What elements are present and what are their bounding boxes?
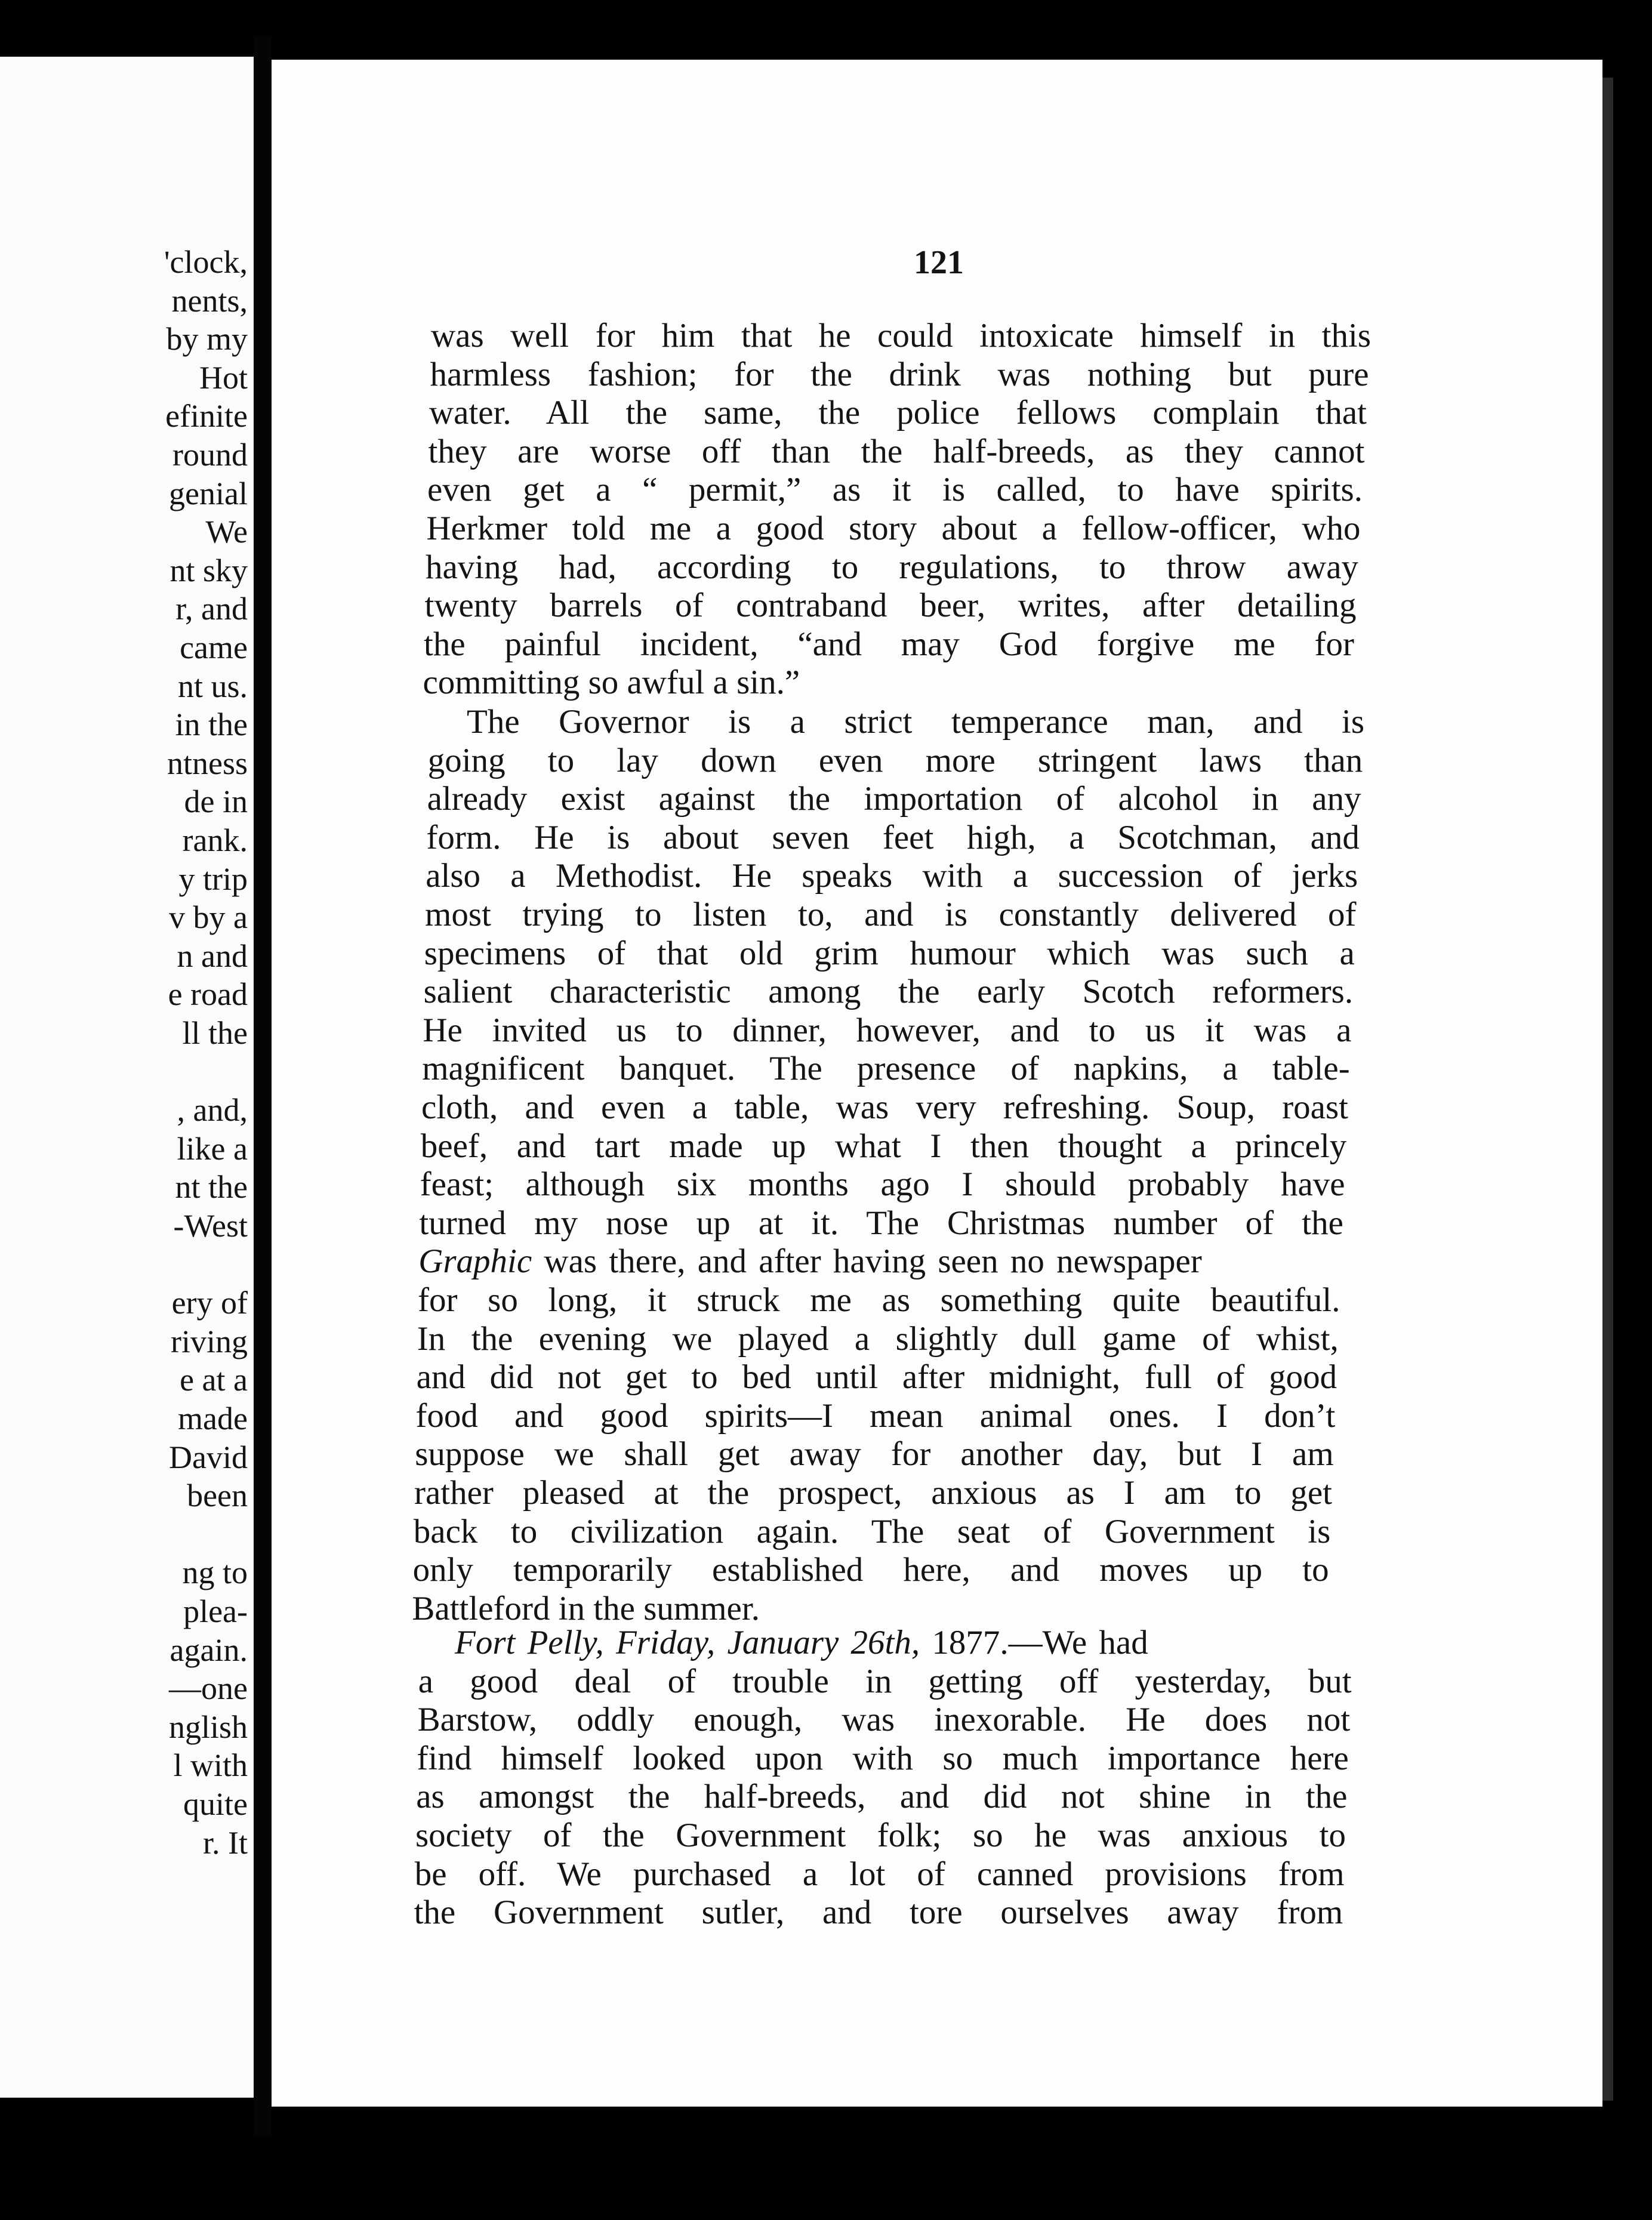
left-page-line: n and [177,938,248,974]
left-page-line: l with [173,1747,248,1784]
left-page-line: genial [169,475,248,511]
left-page-line: by my [166,321,248,357]
text-line: back to civilization again. The seat of Government is [413,1512,1331,1550]
left-page-line: nt the [175,1169,248,1205]
text-line: society of the Government folk; so he was anxious to [415,1817,1346,1854]
left-page-line: came [180,630,248,665]
text-line: a good deal of trouble in getting off yesterday, but [418,1662,1352,1700]
text-line: as amongst the half-breeds, and did not shine in the [416,1778,1348,1816]
text-line: the painful incident, “and may God forgive me for [424,625,1354,663]
italic-title: Graphic [418,1242,532,1281]
text-line: The Governor is a strict temperance man, and is [467,703,1364,741]
text-line: and did not get to bed until after midnight, full of good [416,1358,1337,1396]
text-line: feast; although six months ago I should probably have [420,1166,1345,1204]
text-line: Herkmer told me a good story about a fellow-officer, who [426,510,1361,547]
page-number: 121 [914,244,964,281]
text-line: already exist against the importation of alcohol in any [427,780,1361,818]
text-line: salient characteristic among the early Scotch reformers. [423,973,1354,1011]
left-page-line: nents, [171,282,248,319]
text-line: for so long, it struck me as something quite beautiful. [418,1281,1340,1319]
left-page-line: efinite [165,398,248,434]
text-line: the Government sutler, and tore ourselves away from [414,1894,1343,1932]
dateline: Fort Pelly, Friday, January 26th, [455,1624,920,1661]
left-page-line: rank. [182,822,248,858]
text-line: He invited us to dinner, however, and to us it was a [423,1011,1352,1049]
text-line: cloth, and even a table, was very refreshing. Soup, roast [421,1089,1348,1126]
left-page-line: r, and [175,591,248,627]
left-page-line: ng to [182,1555,248,1591]
left-page-line: made [178,1401,248,1436]
left-page-line: again. [169,1632,248,1668]
left-page-line: ntness [167,745,248,781]
text-line: even get a “ permit,” as it is called, to have spirits. [427,471,1363,509]
dateline-year: 1877. [932,1624,1009,1661]
text-line: most trying to listen to, and is constantly delivered of [425,896,1357,933]
text-line: Barstow, oddly enough, was inexorable. He does not [417,1701,1351,1739]
text-line: suppose we shall get away for another day, but I am [415,1435,1334,1473]
left-page-line: 'clock, [164,244,248,280]
left-page-line: y trip [178,861,248,897]
left-page-line: v by a [169,899,248,936]
left-page-line: quite [183,1786,248,1822]
text-line: having had, according to regulations, to throw away [426,548,1358,586]
text-line: they are worse off than the half-breeds, as they cannot [428,432,1365,470]
left-page-line: ery of [171,1285,248,1321]
text-line: food and good spirits—I mean animal ones. I don’t [415,1396,1336,1435]
left-page-line: nt sky [169,552,248,588]
page-edge-shadow [1602,78,1613,2101]
left-page-line: David [169,1439,248,1475]
left-page-line: —one [169,1670,248,1707]
left-page-line: ll the [182,1015,248,1051]
scan-speck [1640,835,1648,849]
left-page-line: de in [184,784,248,820]
book-page [272,60,1602,2107]
left-page-line: nt us. [177,668,248,704]
left-page-line: nglish [168,1709,248,1745]
text-line-rest: —We had [1008,1624,1148,1661]
left-page-line: riving [171,1323,248,1359]
text-line: twenty barrels of contraband beer, writes, after detailing [424,587,1357,625]
left-page-line: been [187,1478,248,1514]
left-page-line: round [172,437,248,473]
text-line: committing so awful a sin.” [423,664,800,702]
text-line: water. All the same, the police fellows complain that [429,394,1367,432]
previous-page-fragment [0,57,254,2098]
left-page-line: , and, [177,1092,248,1128]
text-line: beef, and tart made up what I then thought a princely [420,1127,1347,1165]
text-line: harmless fashion; for the drink was nothing but pure [430,355,1369,393]
text-line: was well for him that he could intoxicate himself in this [431,317,1371,354]
left-page-line: e road [168,976,248,1013]
text-line: rather pleased at the prospect, anxious as I am to get [414,1474,1332,1512]
text-line: Battleford in the summer. [412,1589,760,1627]
dateline-line [455,1623,1355,1663]
text-line: find himself looked upon with so much importance here [417,1739,1349,1777]
left-page-line: e at a [180,1362,248,1398]
text-line: going to lay down even more stringent laws than [427,741,1363,779]
text-line-rest: was there, and after having seen no newspaper [532,1242,1202,1281]
text-line: magnificent banquet. The presence of napkins, a table- [422,1050,1350,1088]
text-line: form. He is about seven feet high, a Scotchman, and [426,818,1360,856]
left-page-line: in the [175,707,248,743]
text-line: be off. We purchased a lot of canned provisions from [414,1855,1345,1893]
left-page-line: plea- [183,1593,248,1629]
scan-speck [561,13,571,31]
text-line: specimens of that old grim humour which was such a [424,934,1355,972]
text-line: also a Methodist. He speaks with a succession of jerks [426,857,1358,895]
left-page-line: Hot [199,359,248,396]
text-line [418,1242,1342,1281]
left-page-line: We [205,514,248,550]
left-page-line: -West [173,1208,248,1244]
text-line: In the evening we played a slightly dull game of whist, [417,1319,1339,1358]
text-line: only temporarily established here, and moves up to [412,1551,1329,1589]
left-page-line: r. It [203,1824,248,1861]
binding-gutter [254,36,272,2136]
text-line: turned my nose up at it. The Christmas number of the [419,1204,1343,1242]
left-page-line: like a [177,1130,248,1167]
